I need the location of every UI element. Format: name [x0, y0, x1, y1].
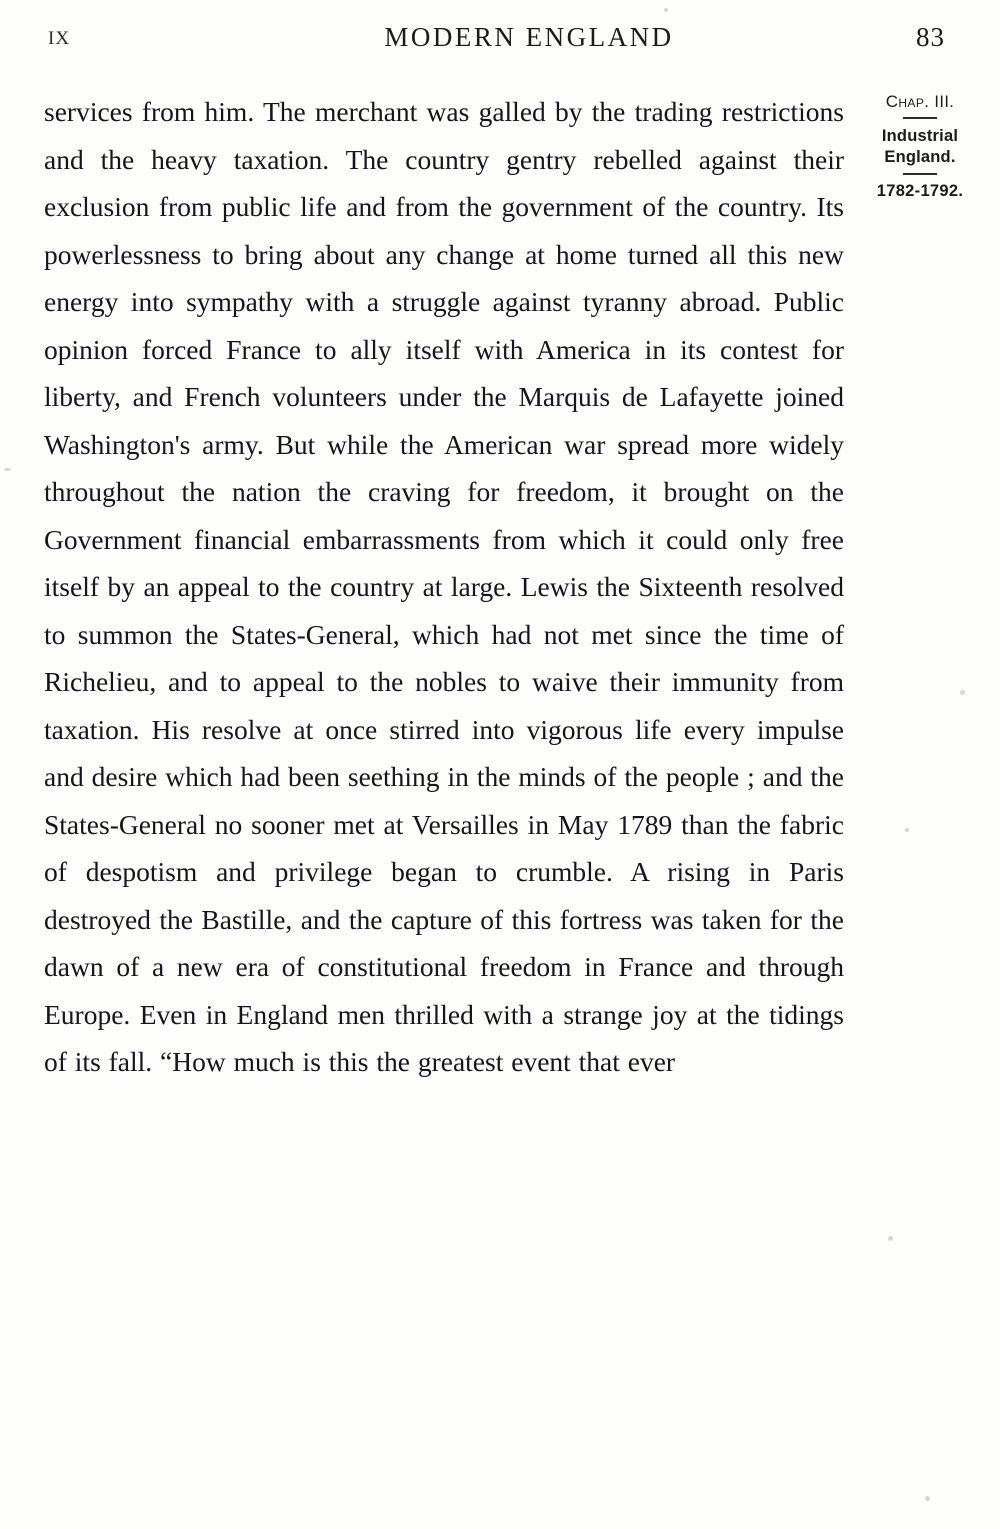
scan-speck	[925, 1496, 930, 1501]
scan-speck	[664, 8, 668, 12]
margin-note-title	[858, 126, 982, 168]
margin-note-rule-top	[903, 117, 937, 119]
margin-note-chapter-number: III.	[934, 93, 955, 111]
margin-note-chapter	[858, 92, 982, 112]
margin-note-chapter-label: Chap.	[885, 92, 930, 111]
body-paragraph: services from him. The merchant was galled by the trading restrictions and the heavy taxation. The country gentry rebelled against their exclusion from public life and from the government of the country. Its powerlessness to bring about any change at home turned all this new energy into sympathy with a struggle against tyranny abroad. Public opinion forced France to ally itself with America in its contest for liberty, and French volunteers under the Marquis de Lafayette joined Washington's army. But while the American war spread more widely throughout the nation the craving for freedom, it brought on the Government financial embarrassments from which it could only free itself by an appeal to the country at large. Lewis the Sixteenth resolved to summon the States-General, which had not met since the time of Richelieu, and to appeal to the nobles to waive their immunity from taxation. His resolve at once stirred into vigorous life every impulse and desire which had been seething in the minds of the people ; and the States-General no sooner met at Versailles in May 1789 than the fabric of despotism and privilege began to crumble. A rising in Paris destroyed the Bastille, and the capture of this fortress was taken for the dawn of a new era of constitutional freedom in France and through Europe. Even in England men thrilled with a strange joy at the tidings of its fall. “How much is this the greatest event that ever	[44, 96, 844, 1077]
scan-speck	[888, 1236, 893, 1241]
running-head	[48, 22, 970, 58]
margin-note-title-line2: England.	[884, 148, 956, 166]
margin-note-dates: 1782-1792.	[876, 182, 964, 200]
margin-note-rule-bottom	[903, 173, 937, 175]
running-head-left-folio: IX	[48, 28, 71, 49]
scan-speck	[960, 690, 965, 695]
margin-note	[858, 92, 982, 201]
margin-note-title-line1: Industrial	[881, 127, 959, 145]
running-head-title: MODERN ENGLAND	[384, 22, 674, 52]
scan-speck	[905, 828, 909, 832]
page-number: 83	[916, 22, 945, 52]
scan-speck	[4, 468, 11, 471]
body-text-column	[44, 88, 844, 1086]
